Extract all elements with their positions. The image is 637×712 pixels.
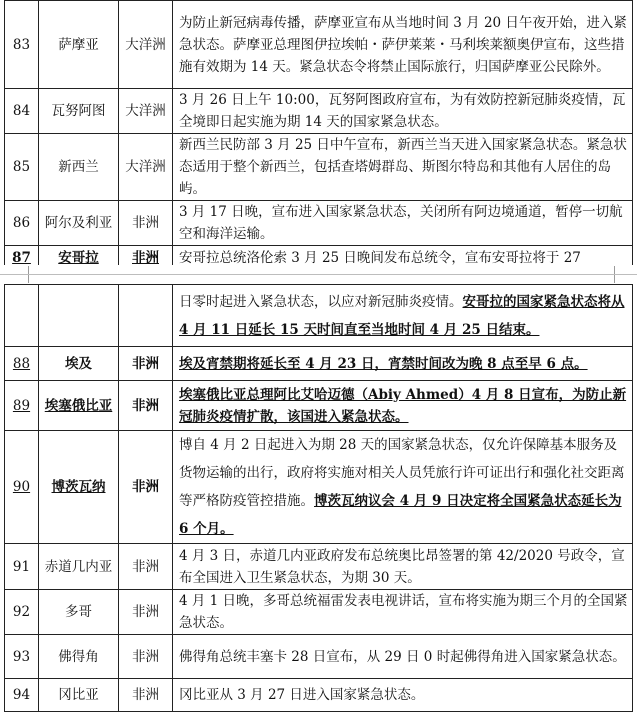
description-update: 埃塞俄比亚总理阿比艾哈迈德（Abiy Ahmed）4 月 8 日宣布，为防止新冠肺炎疫情扩散，该国进入紧急状态。	[179, 386, 627, 425]
description: 新西兰民防部 3 月 25 日中午宣布，新西兰当天进入国家紧急状态。紧急状态适用于整个新西兰，包括查塔姆群岛、斯图尔特岛和其他有人居住的岛屿。	[173, 134, 633, 201]
row-number: 89	[5, 381, 39, 431]
continent: 非洲	[119, 246, 173, 270]
description: 为防止新冠病毒传播，萨摩亚宣布从当地时间 3 月 20 日午夜开始，进入紧急状态。萨摩亚总理图伊拉埃帕・萨伊莱莱・马利埃莱额奥伊宣布，这些措施有效期为 14 天。紧急状态令将禁止国际旅行，归国萨摩亚公民除外。	[173, 1, 633, 89]
description-plain: 4 月 1 日晚，多哥总统福雷发表电视讲话，宣布将实施为期三个月的全国紧急状态。	[179, 593, 628, 631]
description	[173, 347, 633, 381]
table-row	[5, 347, 633, 381]
description-update: 安哥拉的国家紧急状态将从 4 月 11 日延长 15 天时间直至当地时间 4 月 25 日结束。	[179, 293, 625, 338]
continent: 非洲	[119, 431, 173, 544]
continent: 大洋洲	[119, 134, 173, 201]
page-break-line	[0, 274, 637, 275]
country-name: 埃塞俄比亚	[39, 381, 119, 431]
country-name: 瓦努阿图	[39, 89, 119, 134]
continent: 非洲	[119, 590, 173, 635]
continent: 非洲	[119, 347, 173, 381]
table-row	[5, 285, 633, 347]
crop-mark	[28, 275, 39, 283]
table-row	[5, 635, 633, 679]
country-name: 阿尔及利亚	[39, 201, 119, 246]
table-row	[5, 590, 633, 635]
row-number: 88	[5, 347, 39, 381]
description-update: 博茨瓦纳议会 4 月 9 日决定将全国紧急状态延长为 6 个月。	[179, 493, 622, 537]
continent: 非洲	[119, 201, 173, 246]
row-number: 92	[5, 590, 39, 635]
table-row	[5, 89, 633, 134]
description	[173, 381, 633, 431]
country-name	[39, 285, 119, 347]
description	[173, 679, 633, 712]
description-update: 埃及宵禁期将延长至 4 月 23 日，宵禁时间改为晚 8 点至早 6 点。	[179, 355, 588, 372]
row-number: 91	[5, 544, 39, 590]
description	[173, 285, 633, 347]
country-name: 埃及	[39, 347, 119, 381]
description	[173, 590, 633, 635]
row-number: 94	[5, 679, 39, 712]
table-row	[5, 1, 633, 89]
description: 3 月 17 日晚，宣布进入国家紧急状态，关闭所有阿边境通道，暂停一切航空和海洋运输。	[173, 201, 633, 246]
continent: 非洲	[119, 635, 173, 679]
continent	[119, 285, 173, 347]
country-name: 赤道几内亚	[39, 544, 119, 590]
description	[173, 431, 633, 544]
description-plain: 日零时起进入紧急状态，以应对新冠肺炎疫情。	[179, 293, 463, 310]
table-row	[5, 381, 633, 431]
table-row	[5, 679, 633, 712]
description-plain: 4 月 3 日，赤道几内亚政府发布总统奥比昂签署的第 42/2020 号政令，宣布全国进入卫生紧急状态，为期 30 天。	[179, 547, 625, 586]
row-number	[5, 285, 39, 347]
row-number: 87	[5, 246, 39, 270]
country-name: 安哥拉	[39, 246, 119, 270]
crop-mark	[28, 266, 39, 274]
continent: 大洋洲	[119, 1, 173, 89]
description-plain: 博自 4 月 2 日起进入为期 28 天的国家紧急状态，仅允许保障基本服务及货物运输的出行，政府将实施对相关人员凭旅行许可证出行和强化社交距离等严格防疫管控措施。	[179, 437, 625, 509]
emergency-table-top	[4, 0, 633, 270]
country-name: 多哥	[39, 590, 119, 635]
country-name: 博茨瓦纳	[39, 431, 119, 544]
continent: 非洲	[119, 544, 173, 590]
row-number: 86	[5, 201, 39, 246]
crop-mark	[604, 266, 615, 274]
country-name: 新西兰	[39, 134, 119, 201]
crop-mark	[604, 275, 615, 283]
emergency-table-bottom	[4, 284, 633, 712]
continent: 非洲	[119, 381, 173, 431]
row-number: 83	[5, 1, 39, 89]
country-name: 冈比亚	[39, 679, 119, 712]
description-plain: 佛得角总统丰塞卡 28 日宣布，从 29 日 0 时起佛得角进入国家紧急状态。	[179, 648, 626, 665]
description: 安哥拉总统洛伦索 3 月 25 日晚间发布总统令，宣布安哥拉将于 27	[173, 246, 633, 270]
row-number: 84	[5, 89, 39, 134]
row-number: 90	[5, 431, 39, 544]
table-row	[5, 544, 633, 590]
table-row	[5, 431, 633, 544]
description	[173, 635, 633, 679]
continent: 大洋洲	[119, 89, 173, 134]
table-row	[5, 134, 633, 201]
description	[173, 544, 633, 590]
country-name: 萨摩亚	[39, 1, 119, 89]
table-row	[5, 201, 633, 246]
continent: 非洲	[119, 679, 173, 712]
country-name: 佛得角	[39, 635, 119, 679]
row-number: 85	[5, 134, 39, 201]
description-plain: 冈比亚从 3 月 27 日进入国家紧急状态。	[179, 687, 425, 703]
row-number: 93	[5, 635, 39, 679]
description: 3 月 26 日上午 10:00，瓦努阿图政府宣布，为有效防控新冠肺炎疫情，瓦全境即日起实施为期 14 天的国家紧急状态。	[173, 89, 633, 134]
